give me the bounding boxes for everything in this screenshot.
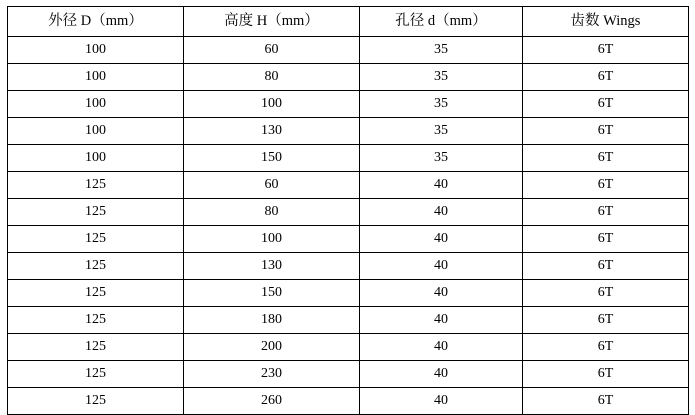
cell-wings: 6T	[523, 199, 689, 226]
cell-height: 230	[184, 361, 360, 388]
cell-bore-diameter: 40	[360, 253, 523, 280]
table-row	[8, 334, 689, 361]
cell-bore-diameter: 40	[360, 280, 523, 307]
cell-height: 100	[184, 91, 360, 118]
cell-height: 260	[184, 388, 360, 415]
cell-height: 100	[184, 226, 360, 253]
table-row	[8, 388, 689, 415]
cell-height: 180	[184, 307, 360, 334]
cell-wings: 6T	[523, 37, 689, 64]
table-header-row	[8, 7, 689, 37]
cell-wings: 6T	[523, 118, 689, 145]
cell-outer-diameter: 125	[8, 199, 184, 226]
column-header-bore-diameter: 孔径 d（mm）	[360, 7, 523, 37]
cell-bore-diameter: 40	[360, 388, 523, 415]
cell-wings: 6T	[523, 280, 689, 307]
cell-wings: 6T	[523, 253, 689, 280]
table-row	[8, 361, 689, 388]
cell-outer-diameter: 100	[8, 118, 184, 145]
cell-bore-diameter: 40	[360, 199, 523, 226]
table-header	[8, 7, 689, 37]
column-header-wings: 齿数 Wings	[523, 7, 689, 37]
cell-height: 130	[184, 118, 360, 145]
cell-outer-diameter: 125	[8, 361, 184, 388]
cell-bore-diameter: 35	[360, 118, 523, 145]
cell-bore-diameter: 40	[360, 334, 523, 361]
cell-wings: 6T	[523, 226, 689, 253]
cell-height: 200	[184, 334, 360, 361]
column-header-outer-diameter: 外径 D（mm）	[8, 7, 184, 37]
cell-wings: 6T	[523, 361, 689, 388]
column-header-height: 高度 H（mm）	[184, 7, 360, 37]
cell-outer-diameter: 125	[8, 172, 184, 199]
cell-outer-diameter: 125	[8, 280, 184, 307]
cell-bore-diameter: 35	[360, 64, 523, 91]
table-body	[8, 37, 689, 415]
cell-height: 60	[184, 172, 360, 199]
cell-wings: 6T	[523, 91, 689, 118]
table-row	[8, 253, 689, 280]
cell-wings: 6T	[523, 145, 689, 172]
cell-outer-diameter: 100	[8, 91, 184, 118]
cell-bore-diameter: 40	[360, 307, 523, 334]
table-row	[8, 64, 689, 91]
table-row	[8, 280, 689, 307]
cell-height: 80	[184, 199, 360, 226]
cell-outer-diameter: 100	[8, 145, 184, 172]
cell-wings: 6T	[523, 334, 689, 361]
specification-table	[7, 6, 689, 415]
cell-wings: 6T	[523, 307, 689, 334]
cell-bore-diameter: 40	[360, 226, 523, 253]
cell-height: 150	[184, 280, 360, 307]
cell-wings: 6T	[523, 388, 689, 415]
cell-outer-diameter: 100	[8, 64, 184, 91]
cell-wings: 6T	[523, 64, 689, 91]
cell-outer-diameter: 100	[8, 37, 184, 64]
cell-outer-diameter: 125	[8, 226, 184, 253]
cell-bore-diameter: 35	[360, 37, 523, 64]
cell-height: 150	[184, 145, 360, 172]
cell-outer-diameter: 125	[8, 253, 184, 280]
cell-wings: 6T	[523, 172, 689, 199]
cell-bore-diameter: 40	[360, 172, 523, 199]
table-row	[8, 172, 689, 199]
table-row	[8, 199, 689, 226]
cell-outer-diameter: 125	[8, 334, 184, 361]
table-row	[8, 37, 689, 64]
cell-outer-diameter: 125	[8, 388, 184, 415]
table-row	[8, 118, 689, 145]
table-row	[8, 145, 689, 172]
cell-height: 60	[184, 37, 360, 64]
cell-outer-diameter: 125	[8, 307, 184, 334]
cell-height: 130	[184, 253, 360, 280]
cell-height: 80	[184, 64, 360, 91]
cell-bore-diameter: 40	[360, 361, 523, 388]
table-row	[8, 307, 689, 334]
table-row	[8, 226, 689, 253]
table-row	[8, 91, 689, 118]
cell-bore-diameter: 35	[360, 145, 523, 172]
cell-bore-diameter: 35	[360, 91, 523, 118]
